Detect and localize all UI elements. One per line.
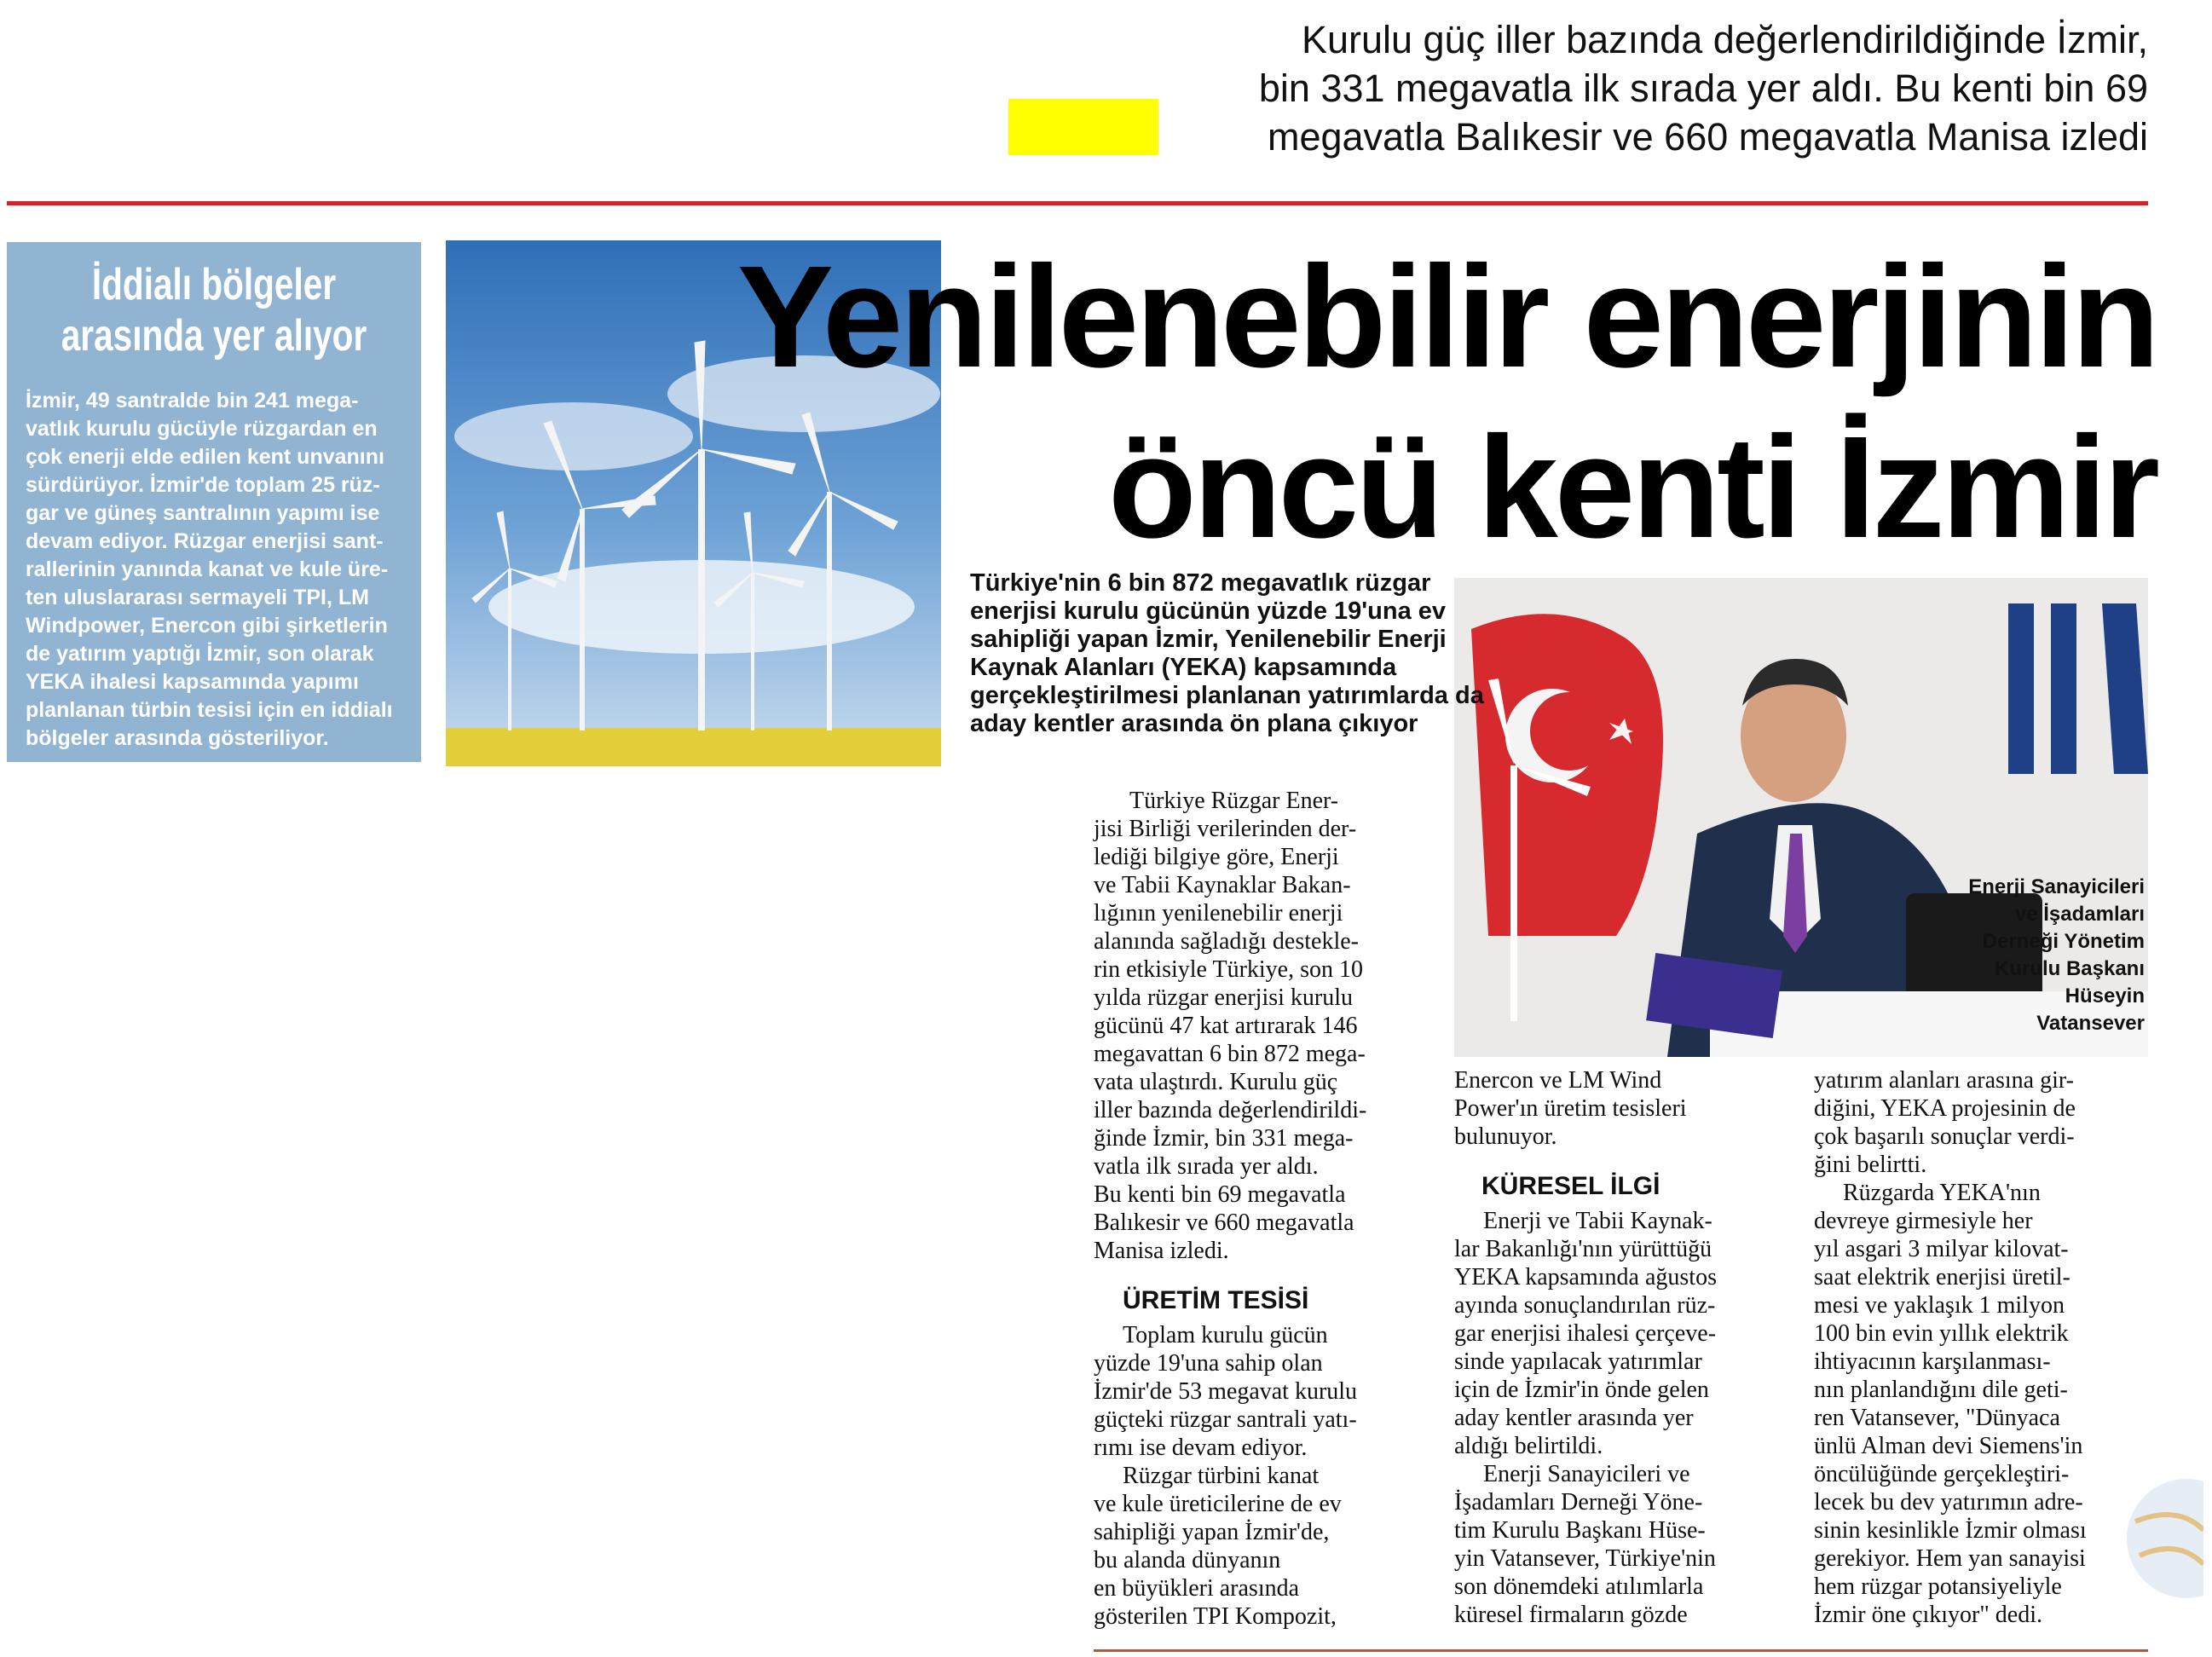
top-quote-line: megavatla Balıkesir ve 660 megavatla Manisa izledi	[1267, 115, 2148, 159]
body-line: nın planlandığını dile geti-	[1814, 1377, 2068, 1403]
article-column-1	[1094, 787, 1435, 1631]
body-line: Manisa izledi.	[1094, 1238, 1229, 1264]
body-line: saat elektrik enerjisi üretil-	[1814, 1264, 2071, 1290]
body-line: mesi ve yaklaşık 1 milyon	[1814, 1292, 2065, 1319]
body-line: çok başarılı sonuçlar verdi-	[1814, 1123, 2075, 1150]
body-line: ve Tabii Kaynaklar Bakan-	[1094, 872, 1351, 898]
sidebar-box	[7, 242, 421, 762]
caption-line: Derneği Yönetim	[1982, 930, 2145, 953]
body-line: yüzde 19'una sahip olan	[1094, 1350, 1323, 1377]
body-line: İşadamları Derneği Yöne-	[1454, 1489, 1703, 1516]
body-line: gar enerjisi ihalesi çerçeve-	[1454, 1320, 1717, 1347]
body-line: Türkiye Rüzgar Ener-	[1129, 788, 1339, 814]
body-line: diğini, YEKA projesinin de	[1814, 1095, 2076, 1122]
body-line: ayında sonuçlandırılan rüz-	[1454, 1292, 1716, 1319]
sidebar-line: İzmir, 49 santralde bin 241 mega-	[26, 389, 359, 413]
body-line: rin etkisiyle Türkiye, son 10	[1094, 956, 1363, 983]
caption-line: Kurulu Başkanı	[1994, 957, 2145, 980]
deck-line: sahipliği yapan İzmir, Yenilenebilir Enerji	[970, 626, 1447, 653]
sidebar-line: çok enerji elde edilen kent unvanını	[26, 445, 384, 469]
body-line: Rüzgarda YEKA'nın	[1843, 1180, 2041, 1206]
body-line: tim Kurulu Başkanı Hüse-	[1454, 1517, 1706, 1544]
body-line: 100 bin evin yıllık elektrik	[1814, 1320, 2069, 1347]
deck-summary	[970, 569, 1550, 738]
body-line: yin Vatansever, Türkiye'nin	[1454, 1545, 1716, 1572]
body-line: Enerji Sanayicileri ve	[1483, 1461, 1690, 1487]
body-line: küresel firmaların gözde	[1454, 1602, 1688, 1628]
body-line: yılda rüzgar enerjisi kurulu	[1094, 984, 1354, 1011]
sidebar-line: bölgeler arasında gösteriliyor.	[26, 726, 329, 750]
highlight-marker	[1008, 99, 1158, 155]
sidebar-line: planlanan türbin tesisi için en iddialı	[26, 698, 393, 722]
subhead-uretim: ÜRETİM TESİSİ	[1123, 1286, 1309, 1314]
body-line: Toplam kurulu gücün	[1123, 1322, 1328, 1348]
top-quote	[1185, 15, 2148, 161]
sidebar-line: vatlık kurulu gücüyle rüzgardan en	[26, 417, 378, 441]
deck-line: gerçekleştirilmesi planlanan yatırımlarda da	[970, 682, 1484, 709]
body-line: iller bazında değerlendirildi-	[1094, 1097, 1367, 1123]
body-line: hem rüzgar potansiyeliyle	[1814, 1573, 2062, 1600]
body-line: lecek bu dev yatırımın adre-	[1814, 1489, 2083, 1516]
body-line: Rüzgar türbini kanat	[1123, 1463, 1320, 1489]
sidebar-line: rallerinin yanında kanat ve kule üre-	[26, 557, 389, 581]
body-line: için de İzmir'in önde gelen	[1454, 1377, 1709, 1403]
body-line: ren Vatansever, "Dünyaca	[1814, 1405, 2060, 1431]
body-line: İzmir'de 53 megavat kurulu	[1094, 1378, 1358, 1405]
body-line: Balıkesir ve 660 megavatla	[1094, 1210, 1354, 1236]
body-line: vatla ilk sırada yer aldı.	[1094, 1153, 1319, 1180]
body-line: Enerji ve Tabii Kaynak-	[1483, 1208, 1712, 1234]
caption-line: Vatansever	[2036, 1012, 2145, 1035]
body-line: lar Bakanlığı'nın yürüttüğü	[1454, 1236, 1712, 1262]
article-column-3	[1814, 1066, 2155, 1629]
top-quote-line: bin 331 megavatla ilk sırada yer aldı. Bu kenti bin 69	[1258, 66, 2148, 110]
body-line: Power'ın üretim tesisleri	[1454, 1095, 1687, 1122]
headline-line: Yenilenebilir enerjinin	[736, 236, 2157, 398]
body-line: ve kule üreticilerine de ev	[1094, 1491, 1342, 1517]
body-line: en büyükleri arasında	[1094, 1575, 1300, 1602]
sidebar-line: Windpower, Enercon gibi şirketlerin	[26, 614, 388, 638]
body-line: devreye girmesiyle her	[1814, 1208, 2033, 1234]
sidebar-body	[26, 387, 409, 753]
headline-line: öncü kenti İzmir	[1107, 407, 2157, 569]
sidebar-line: de yatırım yaptığı İzmir, son olarak	[26, 642, 374, 666]
body-line: lığının yenilenebilir enerji	[1094, 900, 1343, 927]
body-line: gerekiyor. Hem yan sanayisi	[1814, 1545, 2086, 1572]
body-line: gösterilen TPI Kompozit,	[1094, 1603, 1337, 1630]
body-line: sinde yapılacak yatırımlar	[1454, 1348, 1702, 1375]
sidebar-title	[52, 259, 375, 361]
deck-line: aday kentler arasında ön plana çıkıyor	[970, 710, 1418, 737]
body-line: Bu kenti bin 69 megavatla	[1094, 1181, 1346, 1208]
sidebar-title-line: arasında yer alıyor	[61, 311, 367, 361]
body-line: güçteki rüzgar santrali yatı-	[1094, 1406, 1357, 1433]
sidebar-title-line: İddialı bölgeler	[91, 260, 337, 309]
body-line: İzmir öne çıkıyor" dedi.	[1814, 1602, 2043, 1628]
headline	[554, 232, 2157, 573]
body-line: gücünü 47 kat artırarak 146	[1094, 1013, 1358, 1039]
body-line: bulunuyor.	[1454, 1123, 1557, 1150]
body-line: sahipliği yapan İzmir'de,	[1094, 1519, 1330, 1545]
body-line: aday kentler arasında yer	[1454, 1405, 1694, 1431]
body-line: ğini belirtti.	[1814, 1152, 1927, 1178]
body-line: aldığı belirtildi.	[1454, 1433, 1603, 1459]
body-line: bu alanda dünyanın	[1094, 1547, 1281, 1573]
body-line: son dönemdeki atılımlarla	[1454, 1573, 1704, 1600]
caption-line: ve İşadamları	[2014, 903, 2145, 926]
body-line: ğinde İzmir, bin 331 mega-	[1094, 1125, 1354, 1152]
caption-line: Hüseyin	[2065, 984, 2145, 1007]
top-divider	[7, 201, 2148, 205]
sidebar-line: YEKA ihalesi kapsamında yapımı	[26, 670, 359, 694]
body-line: öncülüğünde gerçekleştiri-	[1814, 1461, 2070, 1487]
deck-line: enerjisi kurulu gücünün yüzde 19'una ev	[970, 598, 1447, 625]
body-line: Enercon ve LM Wind	[1454, 1067, 1662, 1094]
article-column-2	[1454, 1066, 1795, 1629]
sidebar-line: gar ve güneş santralının yapımı ise	[26, 501, 380, 525]
deck-line: Türkiye'nin 6 bin 872 megavatlık rüzgar	[970, 569, 1431, 597]
body-line: yatırım alanları arasına gir-	[1814, 1067, 2074, 1094]
sidebar-line: sürdürüyor. İzmir'de toplam 25 rüz-	[26, 473, 380, 497]
body-line: yıl asgari 3 milyar kilovat-	[1814, 1236, 2069, 1262]
body-line: jisi Birliği verilerinden der-	[1094, 816, 1357, 842]
body-line: megavattan 6 bin 872 mega-	[1094, 1041, 1366, 1067]
body-line: rımı ise devam ediyor.	[1094, 1435, 1308, 1461]
top-quote-line: Kurulu güç iller bazında değerlendirildiğinde İzmir,	[1301, 18, 2148, 61]
body-line: lediği bilgiye göre, Enerji	[1094, 844, 1339, 870]
deck-line: Kaynak Alanları (YEKA) kapsamında	[970, 654, 1397, 681]
body-line: alanında sağladığı destekle-	[1094, 928, 1359, 955]
subhead-kuresel: KÜRESEL İLGİ	[1481, 1172, 1660, 1200]
body-line: YEKA kapsamında ağustos	[1454, 1264, 1717, 1290]
body-line: vata ulaştırdı. Kurulu güç	[1094, 1069, 1338, 1095]
bottom-divider	[1094, 1649, 2148, 1652]
sidebar-line: ten uluslararası sermayeli TPI, LM	[26, 586, 369, 609]
body-line: ihtiyacının karşılanması-	[1814, 1348, 2051, 1375]
body-line: sinin kesinlikle İzmir olması	[1814, 1517, 2087, 1544]
photo-caption	[1935, 874, 2145, 1037]
corner-logo-mark	[2118, 1453, 2203, 1624]
body-line: ünlü Alman devi Siemens'in	[1814, 1433, 2083, 1459]
caption-line: Enerji Sanayicileri	[1968, 875, 2145, 898]
sidebar-line: devam ediyor. Rüzgar enerjisi sant-	[26, 529, 384, 553]
